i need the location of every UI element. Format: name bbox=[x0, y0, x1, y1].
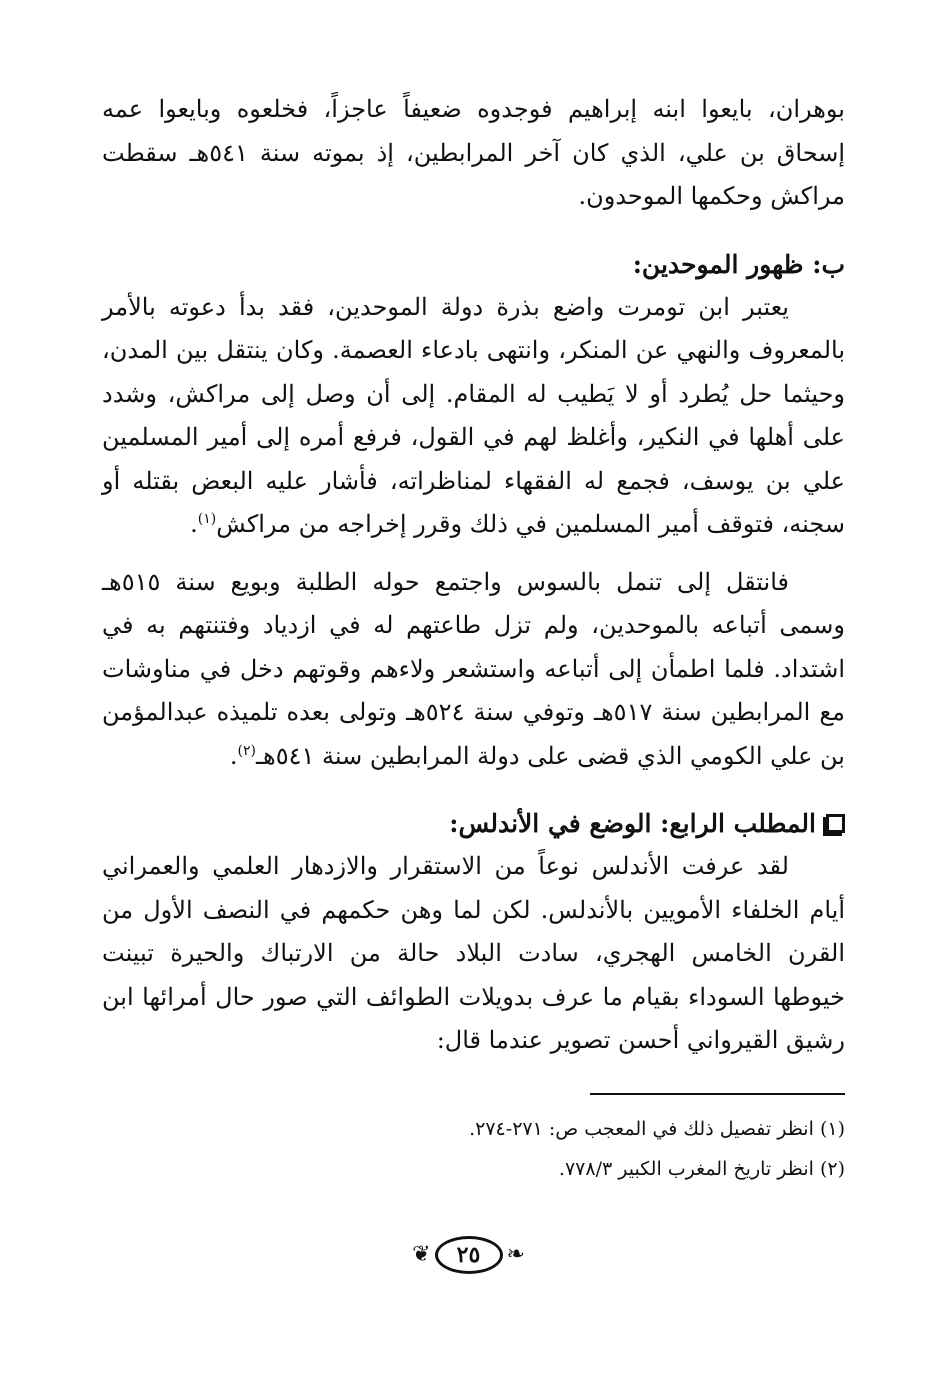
paragraph-andalus bbox=[102, 845, 845, 1063]
right-flourish-icon: ❧ bbox=[506, 1242, 525, 1267]
page-number: ٢٥ bbox=[435, 1236, 503, 1274]
footnote-1 bbox=[102, 1109, 845, 1149]
paragraph-andalus-text: لقد عرفت الأندلس نوعاً من الاستقرار والازدهار العلمي والعمراني أيام الخلفاء الأمويين بالأندلس. لكن لما وهن حكمهم في النصف الأول من القرن الخامس الهجري، سادت البلاد حالة من الارتباك والحيرة تبينت خيوطها السوداء بقيام ما عرف بدويلات الطوائف التي صور حال أمرائها ابن رشيق القيرواني أحسن تصوير عندما قال: bbox=[102, 852, 845, 1054]
footnote-1-text: انظر تفصيل ذلك في المعجب ص: ٢٧١-٢٧٤. bbox=[469, 1117, 814, 1140]
section-heading-4-text: المطلب الرابع: الوضع في الأندلس: bbox=[449, 809, 816, 838]
left-flourish-icon: ❦ bbox=[412, 1242, 431, 1267]
footnote-2 bbox=[102, 1149, 845, 1189]
paragraph-almohads bbox=[102, 286, 845, 547]
section-heading-b: ب: ظهور الموحدين: bbox=[632, 249, 845, 279]
paragraph-tinmel-end: . bbox=[229, 741, 238, 770]
footnote-2-text: انظر تاريخ المغرب الكبير ٧٧٨/٣. bbox=[558, 1157, 814, 1180]
section-heading-4 bbox=[102, 802, 845, 845]
paragraph-intro-text: بوهران، بايعوا ابنه إبراهيم فوجدوه ضعيفاً عاجزاً، فخلعوه وبايعوا عمه إسحاق بن علي، الذي كان آخر المرابطين، إذ بموته سنة ٥٤١هـ سقطت مراكش وحكمها الموحدون. bbox=[102, 95, 845, 210]
paragraph-almohads-end: . bbox=[190, 510, 198, 538]
paragraph-intro bbox=[102, 88, 845, 219]
footnote-ref-2[interactable]: (٢) bbox=[237, 742, 257, 759]
page-number-ornament bbox=[0, 1236, 937, 1274]
paragraph-tinmel bbox=[102, 561, 845, 779]
footnote-2-number: (٢) bbox=[819, 1157, 845, 1180]
paragraph-tinmel-text: فانتقل إلى تنمل بالسوس واجتمع حوله الطلبة وبويع سنة ٥١٥هـ وسمى أتباعه بالموحدين، ولم تزل طاعتهم له في ازدياد وفتنتهم به في اشتداد. فلما اطمأن إلى أتباعه واستشعر ولاءهم وقوتهم دخل في مناوشات مع المرابطين سنة ٥١٧هـ وتوفي سنة ٥٢٤هـ وتولى بعده تلميذه عبدالمؤمن بن علي الكومي الذي قضى على دولة المرابطين سنة ٥٤١هـ bbox=[102, 567, 845, 770]
footnote-ref-1[interactable]: (١) bbox=[197, 511, 217, 527]
footnote-divider bbox=[590, 1093, 845, 1095]
paragraph-almohads-text: يعتبر ابن تومرت واضع بذرة دولة الموحدين، فقد بدأ دعوته بالأمر بالمعروف والنهي عن المنكر، وانتهى بادعاء العصمة. وكان ينتقل بين المدن، وحيثما حل يُطرد أو لا يَطيب له المقام. إلى أن وصل إلى مراكش، وشدد على أهلها في النكير، وأغلظ لهم في القول، فرفع أمره إلى أمير المسلمين علي بن يوسف، فجمع له الفقهاء لمناظراته، فأشار عليه البعض بقتله أو سجنه، فتوقف أمير المسلمين في ذلك وقرر إخراجه من مراكش bbox=[102, 292, 845, 538]
footnote-1-number: (١) bbox=[819, 1117, 845, 1140]
square-bullet-icon bbox=[826, 814, 845, 833]
